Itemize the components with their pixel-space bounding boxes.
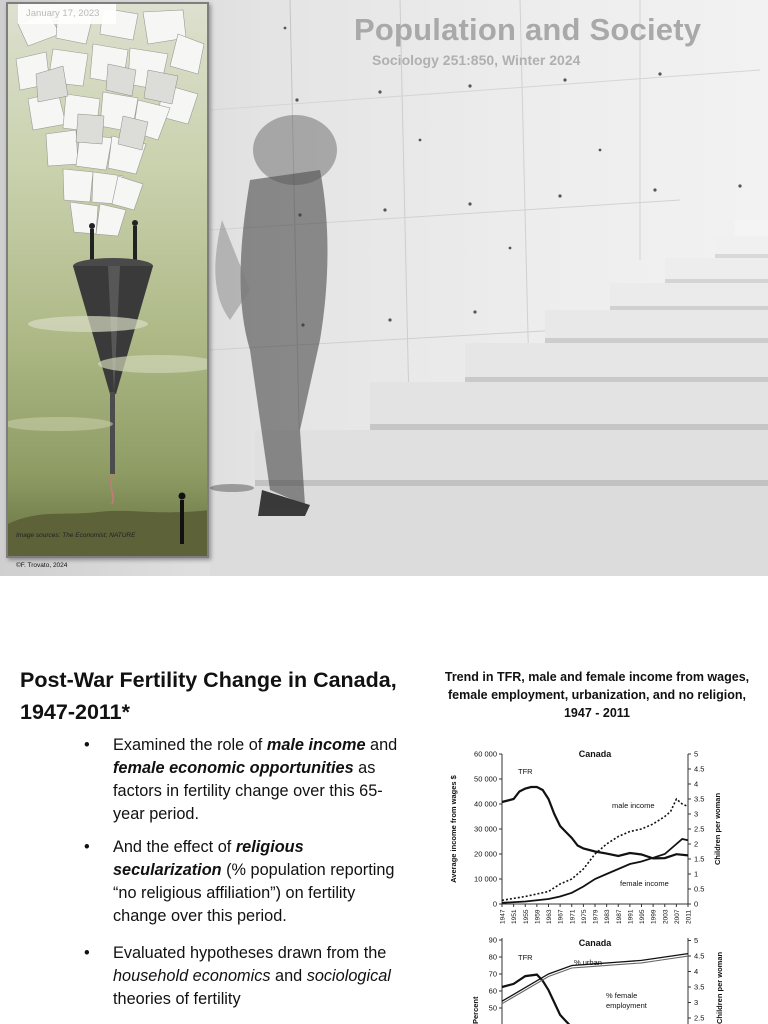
y-tick-label-left: 40 000: [474, 799, 497, 809]
x-tick-label: 2003: [662, 909, 670, 924]
y-tick-label-left: 30 000: [474, 824, 497, 834]
date-label: January 17, 2023: [18, 4, 116, 24]
y-tick-label-left: 10 000: [474, 874, 497, 884]
course-subtitle: Sociology 251:850, Winter 2024: [372, 52, 581, 68]
slide-heading-line1: Post-War Fertility Change in Canada,: [20, 668, 397, 692]
y-axis-label-right: Children per woman: [715, 951, 724, 1024]
poster-image-funnel: [6, 2, 209, 558]
series-label: female income: [620, 879, 669, 888]
copyright-notice: ©F. Trovato, 2024: [16, 562, 68, 569]
series-label: % female: [606, 991, 638, 1000]
y-tick-label-left: 0: [492, 899, 497, 909]
y-tick-label-right: 2.5: [694, 824, 705, 834]
image-source-credit: Image sources: The Economist; NATURE: [16, 532, 136, 539]
y-tick-label-left: 20 000: [474, 849, 497, 859]
y-tick-label-right: 5: [694, 936, 699, 945]
x-tick-label: 1991: [627, 909, 635, 924]
y-tick-label-right: 3: [694, 809, 699, 819]
chart-panel-title: Canada: [578, 938, 612, 948]
bullet-icon: •: [84, 736, 90, 754]
y-tick-label-right: 4.5: [694, 951, 705, 961]
y-tick-label-right: 4: [694, 779, 699, 789]
series-label: % urban: [574, 958, 602, 967]
page-title: Population and Society: [354, 12, 702, 47]
x-tick-label: 1967: [557, 909, 565, 924]
x-tick-label: 1987: [615, 909, 623, 924]
bullet-item: • Examined the role of male income and female economic opportunities as factors in fertility change over this 65-year period.: [84, 736, 398, 823]
y-axis-label-left: Percent: [471, 996, 480, 1024]
bullet-item: • And the effect of religious secularization (% population reporting “no religious affiliation”) on fertility change over this period.: [84, 838, 395, 925]
y-tick-label-right: 4.5: [694, 764, 705, 774]
series-line-female-income: [502, 839, 688, 903]
slide-heading: [20, 664, 420, 728]
y-tick-label-right: 3.5: [694, 794, 705, 804]
y-tick-label-right: 3.5: [694, 982, 705, 992]
series-line-tfr: [502, 787, 688, 858]
y-tick-label-right: 5: [694, 749, 699, 759]
x-tick-label: 1975: [580, 909, 588, 924]
y-tick-label-right: 1.5: [694, 854, 705, 864]
bullet-icon: •: [84, 838, 90, 856]
funnel-illustration: [8, 4, 209, 558]
chart-title: Trend in TFR, male and female income from wages, female employment, urbanization, and no religion, 1947 - 2011: [444, 670, 750, 720]
x-tick-label: 1947: [499, 909, 507, 924]
income-tfr-chart: [446, 740, 746, 928]
x-tick-label: 1979: [592, 909, 600, 924]
y-axis-label-right: Children per woman: [713, 792, 722, 866]
urban-employment-tfr-chart: [446, 932, 746, 1024]
y-tick-label-right: 4: [694, 967, 699, 976]
series-label: TFR: [518, 767, 533, 776]
x-tick-label: 1995: [639, 909, 646, 924]
series-label: TFR: [518, 953, 533, 962]
y-tick-label-right: 0: [694, 899, 699, 909]
x-tick-label: 1951: [511, 909, 519, 924]
series-label: employment: [606, 1001, 647, 1010]
slide-heading-line2: 1947-2011*: [20, 700, 130, 724]
y-tick-label-left: 60: [488, 986, 497, 996]
y-tick-label-left: 60 000: [474, 749, 497, 759]
series-label: male income: [612, 801, 655, 810]
x-tick-label: 1971: [569, 909, 577, 924]
x-tick-label: 1983: [604, 909, 612, 924]
y-tick-label-left: 90: [488, 935, 497, 945]
x-tick-label: 1959: [534, 909, 542, 924]
bullet-icon: •: [84, 944, 90, 962]
x-tick-label: 2011: [685, 910, 693, 924]
y-tick-label-left: 70: [488, 969, 497, 979]
y-tick-label-right: 0.5: [694, 884, 705, 894]
y-tick-label-left: 50: [488, 1003, 497, 1013]
x-tick-label: 1955: [522, 909, 530, 924]
y-tick-label-left: 80: [488, 952, 497, 962]
x-tick-label: 2007: [673, 909, 681, 924]
y-tick-label-right: 3: [694, 998, 699, 1007]
y-tick-label-right: 2.5: [694, 1013, 705, 1023]
bullet-item: • Evaluated hypotheses drawn from the household economics and sociological theories of fertility: [84, 944, 391, 1008]
x-tick-label: 1999: [650, 909, 658, 924]
chart-panel-title: Canada: [578, 749, 612, 759]
y-tick-label-left: 50 000: [474, 774, 497, 784]
bullet-list: [84, 734, 404, 1021]
y-axis-label-left: Average income from wages $: [449, 775, 458, 883]
y-tick-label-right: 1: [694, 869, 699, 879]
y-tick-label-right: 2: [694, 839, 699, 849]
x-tick-label: 1963: [546, 909, 553, 924]
